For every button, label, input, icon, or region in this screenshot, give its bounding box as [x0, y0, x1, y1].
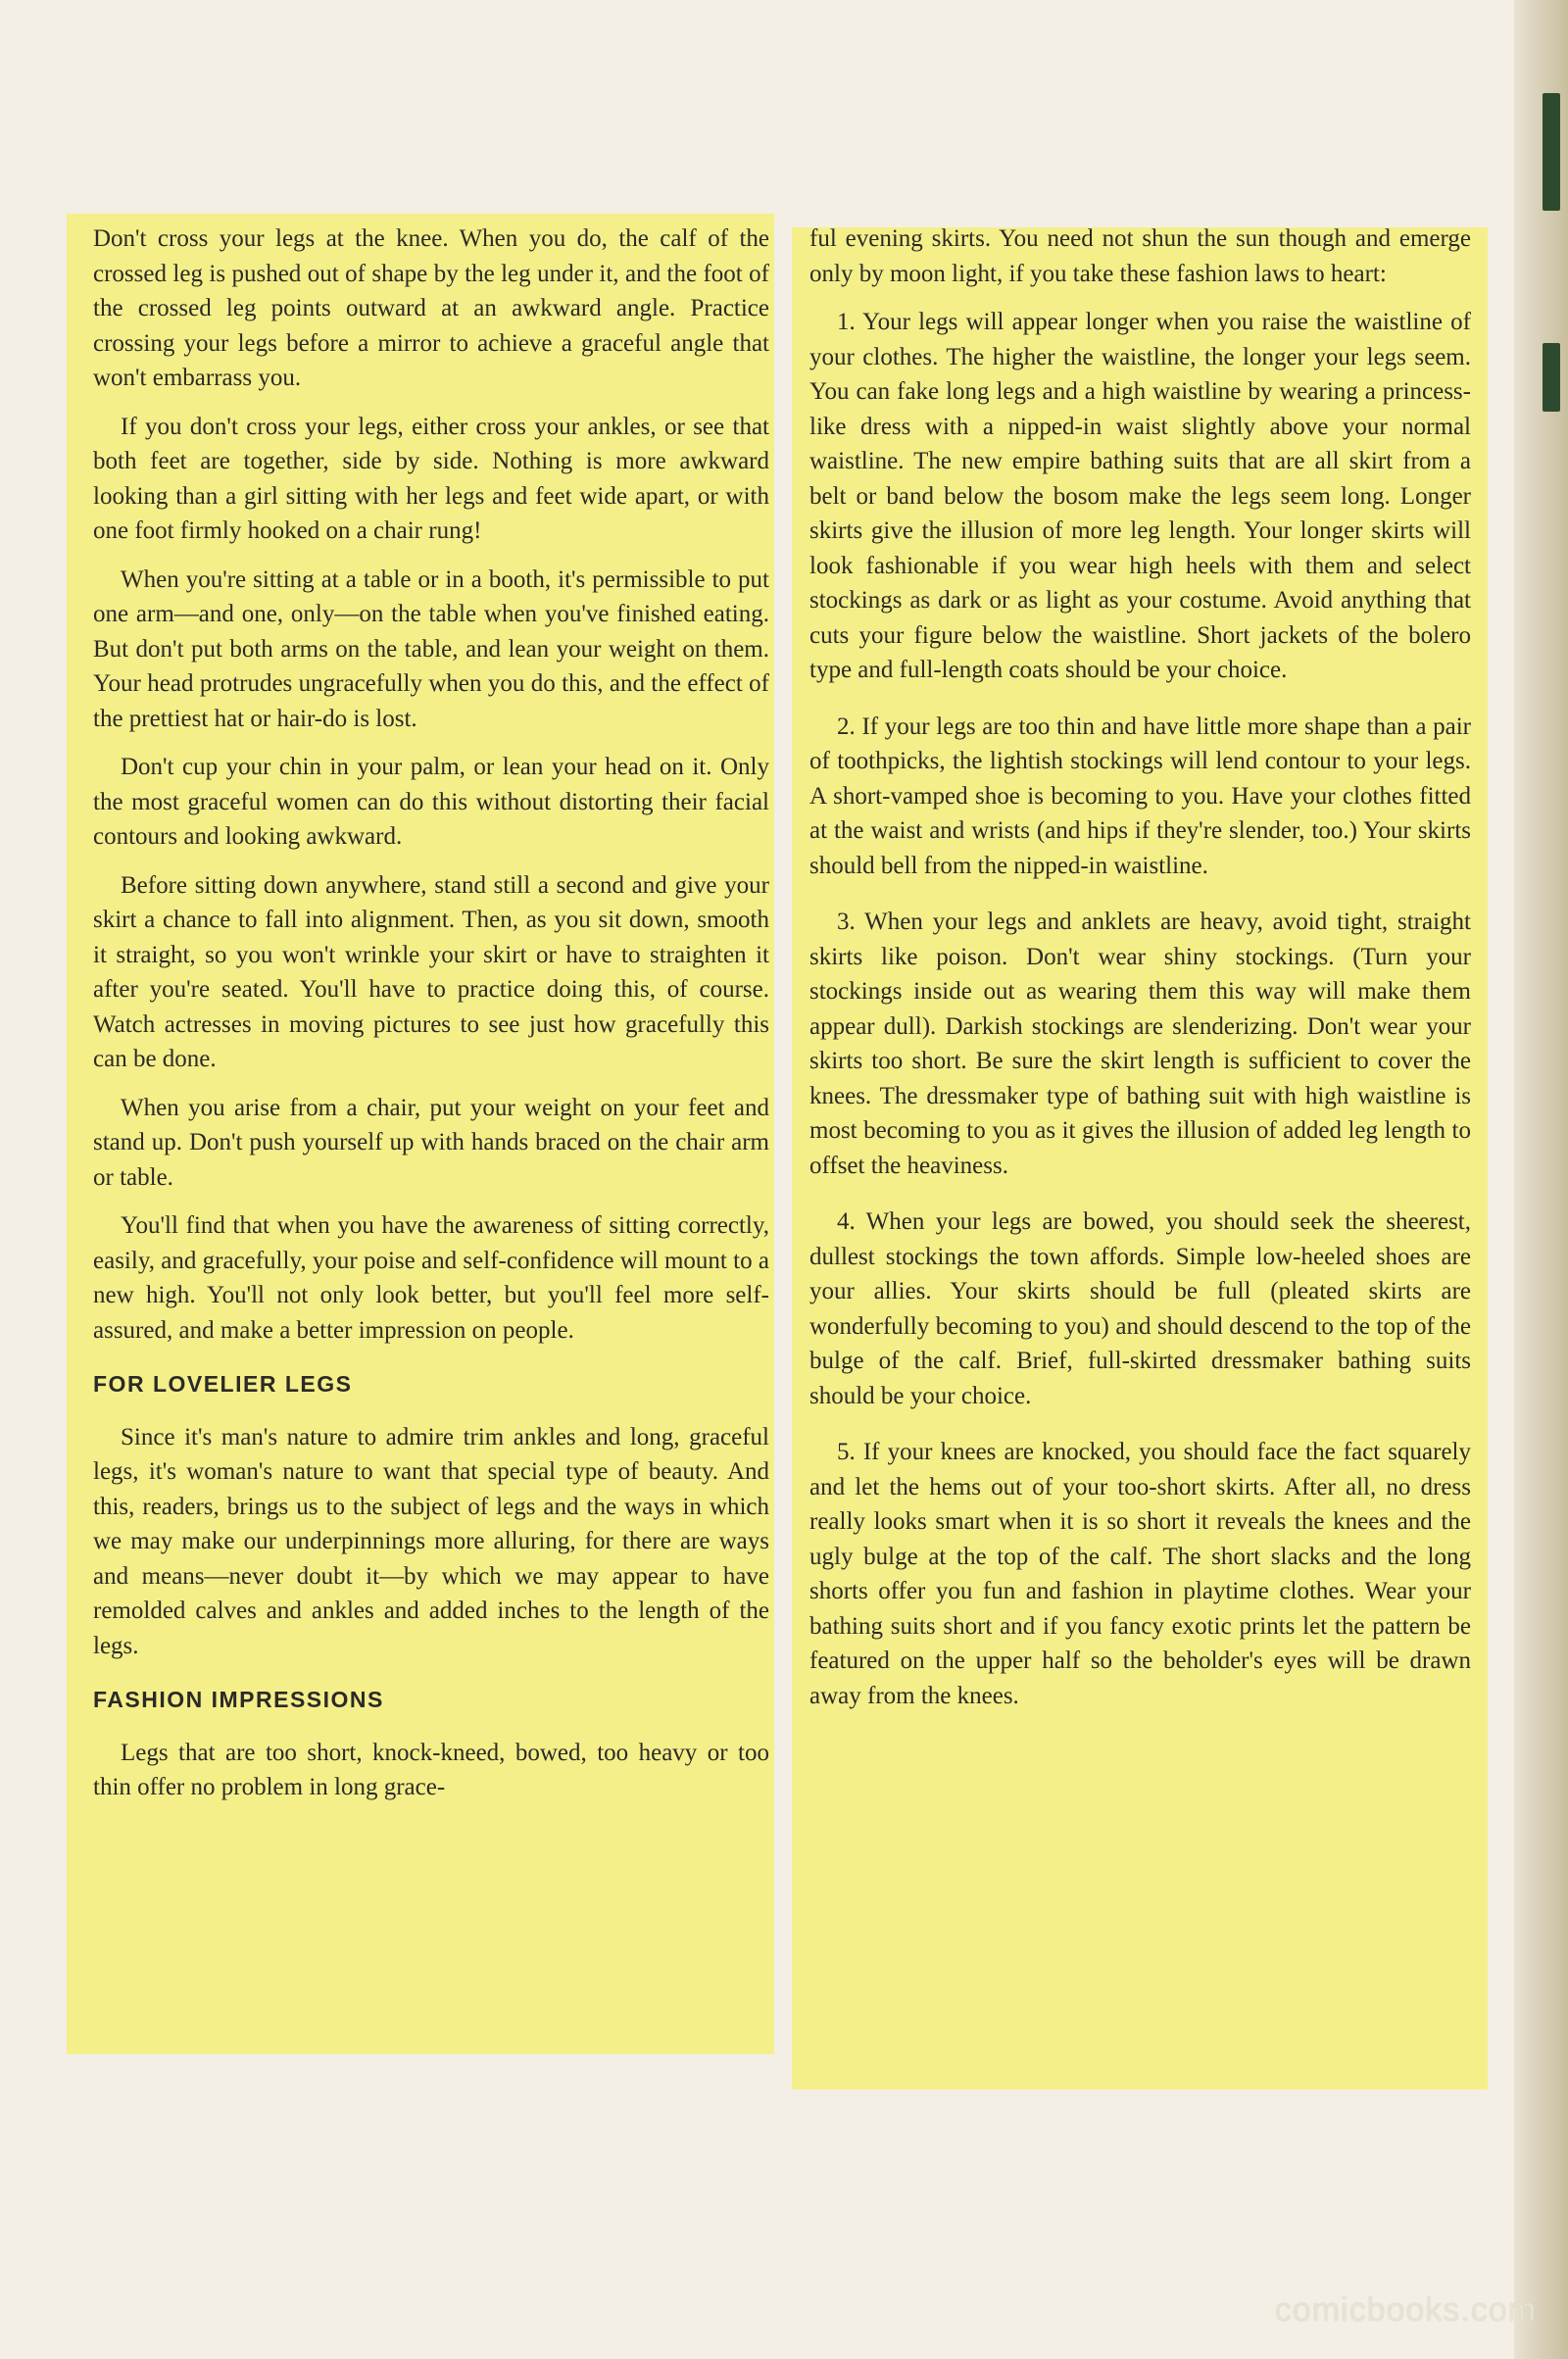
paragraph: When you arise from a chair, put your weight on your feet and stand up. Don't push yourself up with hands braced on the chair arm or table.: [93, 1094, 769, 1191]
paragraph: Since it's man's nature to admire trim ankles and long, graceful legs, it's woman's nature to want that special type of beauty. And this, readers, brings us to the subject of legs and the ways in which we may make our underpinnings more alluring, for there are ways and means—never doubt it—by which we may appear to have remolded calves and ankles and added inches to the length of the legs.: [93, 1423, 769, 1659]
watermark: comicbooks.com: [1274, 2291, 1537, 2329]
list-item: 5. If your knees are knocked, you should face the fact squarely and let the hems out of your too-short skirts. After all, no dress really looks smart when it is so short it reveals the knees and the ugly bulge at the top of the calf. The short slacks and the long shorts offer you fun and fashion in playtime clothes. Wear your bathing suits short and if you fancy exotic prints let the pattern be featured on the upper half so the beholder's eyes will be drawn away from the knees.: [809, 1439, 1471, 1709]
right-column: [809, 221, 1471, 1735]
edge-tab-mark: [1543, 343, 1560, 412]
list-item: 2. If your legs are too thin and have little more shape than a pair of toothpicks, the lightish stockings will lend contour to your legs. A short-vamped shoe is becoming to you. Have your clothes fitted at the waist and wrists (and hips if they're slender, too.) Your skirts should bell from the nipped-in waistline.: [809, 713, 1471, 879]
paragraph: Legs that are too short, knock-kneed, bowed, too heavy or too thin offer no problem in long grace-: [93, 1739, 769, 1800]
edge-tab-mark: [1543, 93, 1560, 211]
paragraph: When you're sitting at a table or in a booth, it's permissible to put one arm—and one, only—on the table when you've finished eating. But don't put both arms on the table, and lean your weight on them. Your head protrudes ungracefully when you do this, and the effect of the prettiest hat or hair-do is lost.: [93, 565, 769, 732]
section-heading-fashion-impressions: FASHION IMPRESSIONS: [93, 1687, 384, 1712]
list-item: 3. When your legs and anklets are heavy, avoid tight, straight skirts like poison. Don't wear shiny stockings. (Turn your stockings inside out as wearing them this way will make them appear dull). Darkish stockings are slenderizing. Don't wear your skirts too short. Be sure the skirt length is sufficient to cover the knees. The dressmaker type of bathing suit with high waistline is most becoming to you as it gives the illusion of added leg length to offset the heaviness.: [809, 909, 1471, 1179]
paragraph: If you don't cross your legs, either cross your ankles, or see that both feet are together, side by side. Nothing is more awkward looking than a girl sitting with her legs and feet wide apart, or with one foot firmly hooked on a chair rung!: [93, 413, 769, 544]
section-heading-lovelier-legs: FOR LOVELIER LEGS: [93, 1371, 353, 1397]
paragraph: Before sitting down anywhere, stand still a second and give your skirt a chance to fall into alignment. Then, as you sit down, smooth it straight, so you won't wrinkle your skirt or have to straighten it after you're seated. You'll have to practice doing this, of course. Watch actresses in moving pictures to see just how gracefully this can be done.: [93, 871, 769, 1072]
list-item: 4. When your legs are bowed, you should seek the sheerest, dullest stockings the town affords. Simple low-heeled shoes are your allies. Your skirts should be full (pleated skirts are wonderfully becoming to you) and should descend to the top of the bulge of the calf. Brief, full-skirted dressmaker bathing suits should be your choice.: [809, 1208, 1471, 1409]
paragraph: ful evening skirts. You need not shun the sun though and emerge only by moon light, if you take these fashion laws to heart:: [809, 225, 1471, 287]
paragraph: You'll find that when you have the awareness of sitting correctly, easily, and gracefully, your poise and self-confidence will mount to a new high. You'll not only look better, but you'll feel more self-assured, and make a better impression on people.: [93, 1212, 769, 1344]
list-item: 1. Your legs will appear longer when you raise the waistline of your clothes. The higher the waistline, the longer your legs seem. You can fake long legs and a high waistline by wearing a princess-like dress with a nipped-in waist slightly above your normal waistline. The new empire bathing suits that are all skirt from a belt or band below the bosom make the legs seem long. Longer skirts give the illusion of more leg length. Your longer skirts will look fashionable if you wear high heels with them and select stockings as dark or as light as your costume. Avoid anything that cuts your figure below the waistline. Short jackets of the bolero type and full-length coats should be your choice.: [809, 309, 1471, 683]
left-column: [93, 221, 769, 1819]
paragraph: Don't cross your legs at the knee. When you do, the calf of the crossed leg is pushed out of shape by the leg under it, and the foot of the crossed leg points outward at an awkward angle. Practice crossing your legs before a mirror to achieve a graceful angle that won't embarrass you.: [93, 225, 769, 391]
page-edge: [1514, 0, 1568, 2359]
paragraph: Don't cup your chin in your palm, or lean your head on it. Only the most graceful women can do this without distorting their facial contours and looking awkward.: [93, 754, 769, 850]
